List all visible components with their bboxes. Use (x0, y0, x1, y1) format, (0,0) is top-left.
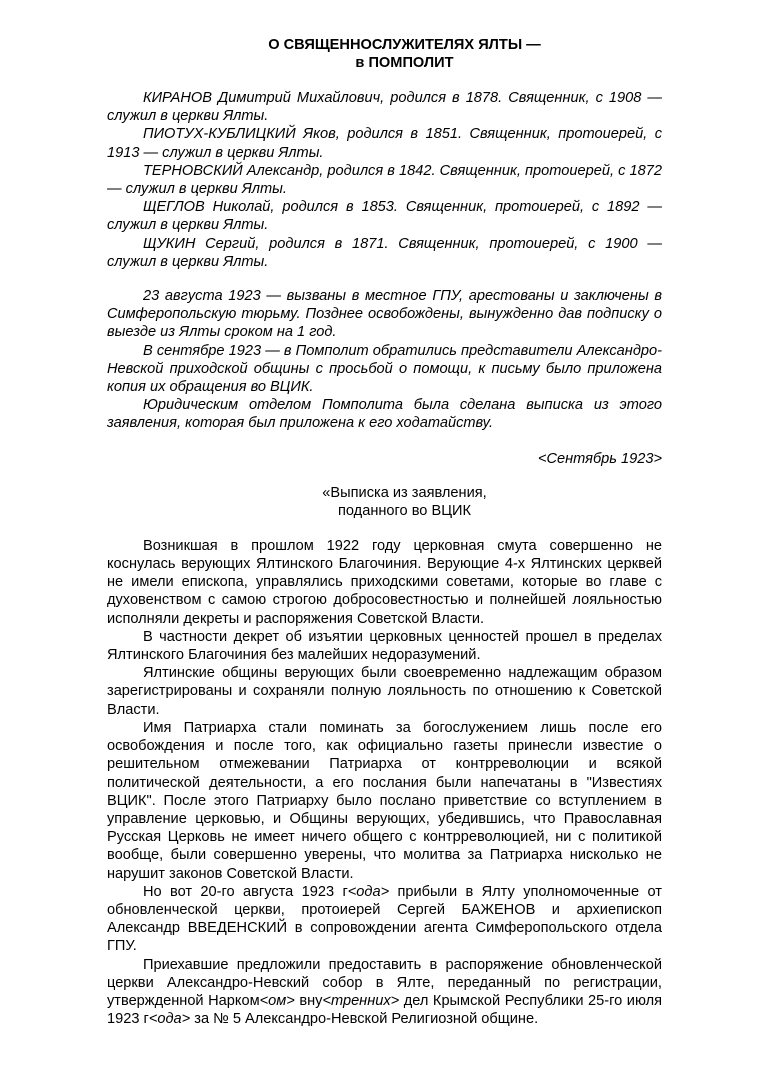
biographies-section (107, 89, 662, 271)
event-paragraph: Юридическим отделом Помполита была сделана выписка из этого заявления, которая был приложена к его ходатайству. (107, 397, 662, 432)
events-section (107, 287, 662, 433)
body-paragraph: В частности декрет об изъятии церковных ценностей прошел в пределах Ялтинского Благочиния без малейших недоразумений. (107, 628, 662, 664)
event-paragraph: 23 августа 1923 — вызваны в местное ГПУ, арестованы и заключены в Симферопольскую тюрьму. Позднее освобождены, вынужденно дав подписку о выезде из Ялты сроком на 1 год. (107, 288, 662, 341)
editorial-insert: <ода> (148, 1011, 191, 1028)
extract-title-line-2: поданного во ВЦИК (337, 502, 472, 519)
body-paragraph: Возникшая в прошлом 1922 году церковная смута совершенно не коснулась верующих Ялтинского Благочиния. Верующие 4-х Ялтинских церквей не имели епископа, управлялись приходскими советами, которые во главе с духовенством с самою строгою добросовестностью и полнейшей лояльностью исполняли декреты и распоряжения Советской Власти. (107, 537, 662, 627)
title-line-1: О СВЯЩЕННОСЛУЖИТЕЛЯХ ЯЛТЫ — (268, 37, 541, 53)
body-paragraph (107, 956, 662, 1029)
text-run: Но вот 20-го августа 1923 г (143, 883, 348, 900)
biography-entry: ЩЕГЛОВ Николай, родился в 1853. Священник, протоиерей, с 1892 — служил в церкви Ялты. (107, 199, 662, 234)
body-paragraph: Ялтинские общины верующих были своевременно надлежащим образом зарегистрированы и сохраняли полную лояльность по отношению к Советской Власти. (107, 665, 662, 718)
biography-entry: ТЕРНОВСКИЙ Александр, родился в 1842. Священник, протоиерей, с 1872 — служил в церкви Ялты. (107, 162, 662, 198)
editorial-insert: <ода> (347, 883, 390, 900)
title-line-2: в ПОМПОЛИТ (355, 55, 454, 71)
extract-body (107, 537, 662, 1028)
extract-title (147, 484, 662, 520)
date-note: <Сентябрь 1923> (537, 450, 662, 467)
document-title (147, 36, 662, 72)
text-run: вну (294, 992, 323, 1009)
text-run: дел Крымской Республики 25-го июля 1923 г (107, 992, 663, 1028)
text-run: Приехавшие предложили предоставить в распоряжение обновленческой церкви Александро-Невский собор в Ялте, переданный по регистрации, утвержденной Нарком (107, 956, 662, 1009)
biography-entry: КИРАНОВ Димитрий Михайлович, родился в 1878. Священник, с 1908 — служил в церкви Ялты. (107, 90, 662, 125)
extract-title-line-1: «Выписка из заявления, (322, 484, 487, 501)
event-paragraph: В сентябре 1923 — в Помполит обратились представители Александро-Невской приходской общины с просьбой о помощи, к письму было приложена копия их обращения во ВЦИК. (107, 342, 662, 396)
biography-entry: ЩУКИН Сергий, родился в 1871. Священник, протоиерей, с 1900 — служил в церкви Ялты. (107, 235, 662, 270)
body-paragraph (107, 883, 662, 956)
editorial-insert: <тренних> (322, 992, 400, 1009)
biography-entry: ПИОТУХ-КУБЛИЦКИЙ Яков, родился в 1851. Священник, протоиерей, с 1913 — служил в церкви Ялты. (107, 126, 662, 161)
document-page (107, 36, 662, 1028)
body-paragraph: Имя Патриарха стали поминать за богослужением лишь после его освобождения и после того, как официально газеты принесли известие о решительном отмежевании Патриарха от контрреволюции и всякой политической деятельности, а его послания были напечатаны в "Известиях ВЦИК". После этого Патриарху было послано приветствие со вступлением в управление церковью, и Общины верующих, убедившись, что Православная Русская Церковь не имеет ничего общего с контрреволюцией, ни с политикой вообще, были совершенно уверены, что молитва за Патриарха нисколько не нарушит законов Советской Власти. (107, 719, 662, 882)
editorial-insert: <ом> (259, 992, 295, 1009)
text-run: за № 5 Александро-Невской Религиозной общине. (190, 1011, 539, 1028)
text-run: прибыли в Ялту уполномоченные от обновленческой церкви, протоиерей Сергей БАЖЕНОВ и архиепископ Александр ВВЕДЕНСКИЙ в сопровождении агента Симферопольского отдела ГПУ. (107, 883, 662, 955)
